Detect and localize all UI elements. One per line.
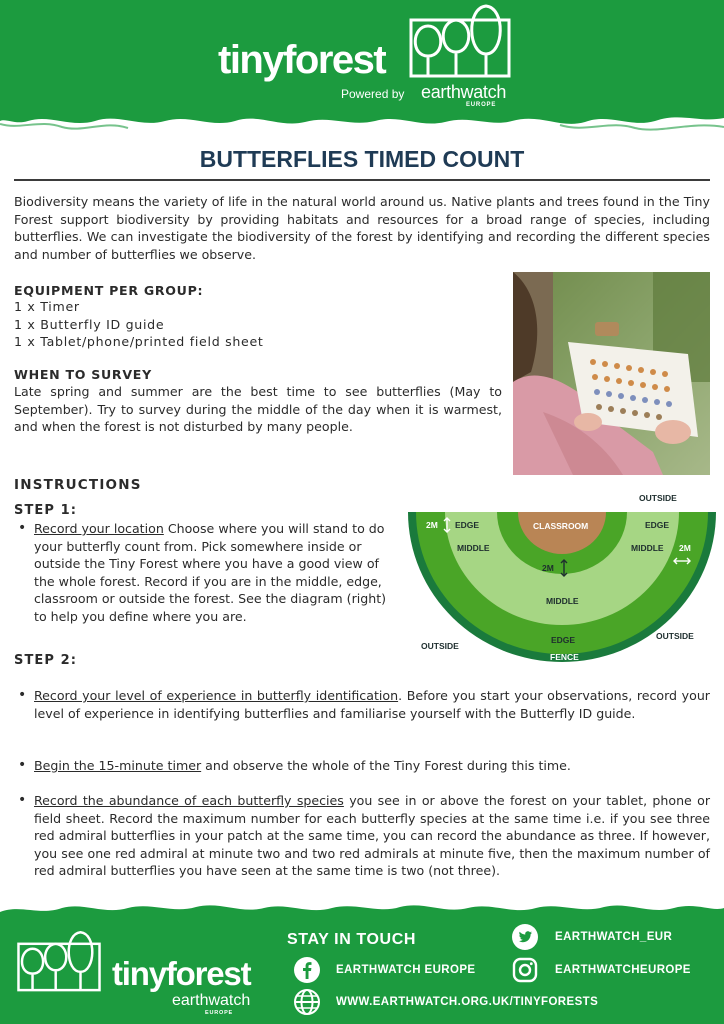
- timer-link: Begin the 15-minute timer: [34, 758, 202, 773]
- globe-icon[interactable]: [293, 988, 321, 1016]
- diagram-label-outside-left: OUTSIDE: [421, 641, 459, 651]
- diagram-label-edge-left: EDGE: [455, 520, 480, 530]
- diagram-label-classroom: CLASSROOM: [533, 521, 589, 531]
- diagram-label-fence: FENCE: [550, 652, 579, 662]
- butterfly-guide-photo: [513, 272, 710, 475]
- experience-text: . Before you start your observations, record your level of experience in identifying butterflies and familiarise yourself with the Butterfly ID guide.: [34, 688, 710, 721]
- step2-bullet-experience: [14, 687, 710, 722]
- diagram-label-outside-top: OUTSIDE: [639, 493, 677, 503]
- intro-paragraph: Biodiversity means the variety of life in the natural world around us. Native plants and trees found in the Tiny Forest support biodiversity by providing habitats and resources for a broad range of species, including butterflies. We can investigate the biodiversity of the forest by identifying and recording the different species and number of butterflies we observe.: [14, 194, 710, 262]
- tree-logo-icon: [408, 4, 512, 80]
- instructions-heading: INSTRUCTIONS: [14, 477, 142, 493]
- timer-text: and observe the whole of the Tiny Forest during this time.: [201, 758, 571, 773]
- diagram-label-middle-right: MIDDLE: [631, 543, 664, 553]
- experience-link: Record your level of experience in butterfly identification: [34, 688, 399, 703]
- footer-earthwatch-region: EUROPE: [205, 1010, 234, 1016]
- record-location-link: Record your location: [34, 521, 164, 536]
- page-header: [0, 0, 724, 140]
- instagram-handle[interactable]: EARTHWATCHEUROPE: [555, 964, 691, 976]
- tree-logo-icon: [16, 930, 102, 994]
- brand-wordmark: tinyforest: [218, 38, 386, 82]
- instagram-icon[interactable]: [511, 956, 539, 984]
- diagram-label-middle-center: MIDDLE: [546, 596, 579, 606]
- footer-brand-wordmark: tinyforest: [112, 955, 251, 992]
- equipment-item: 1 x Tablet/phone/printed field sheet: [14, 334, 264, 349]
- equipment-item: 1 x Butterfly ID guide: [14, 316, 165, 332]
- twitter-icon[interactable]: [511, 923, 539, 951]
- diagram-label-middle-left: MIDDLE: [457, 543, 490, 553]
- page-footer: [0, 900, 724, 1024]
- website-link[interactable]: WWW.EARTHWATCH.ORG.UK/TINYFORESTS: [336, 996, 599, 1008]
- when-to-survey-text: Late spring and summer are the best time to see butterflies (May to September). Try to survey during the middle of the day when it is warmest, and when the forest is not disturbed by many people.: [14, 384, 502, 434]
- diagram-distance-right: 2M: [679, 543, 691, 553]
- facebook-icon[interactable]: [293, 956, 321, 984]
- step2-heading: STEP 2:: [14, 653, 78, 668]
- facebook-handle[interactable]: EARTHWATCH EUROPE: [336, 964, 476, 976]
- forest-zone-diagram: [405, 488, 720, 666]
- abundance-link: Record the abundance of each butterfly species: [34, 793, 344, 808]
- footer-earthwatch-wordmark: earthwatch: [172, 992, 251, 1009]
- earthwatch-wordmark: earthwatch: [421, 82, 507, 102]
- step1-text: Choose where you will stand to do your butterfly count from. Pick somewhere inside or outside the Tiny Forest where you have a good view of the whole forest. Record if you are in the middle, edge, classroom or outside the forest. See the diagram (right) to help you define where you are.: [34, 521, 387, 624]
- equipment-heading: EQUIPMENT PER GROUP:: [14, 283, 204, 298]
- diagram-label-edge-bottom: EDGE: [551, 635, 576, 645]
- abundance-text: you see in or above the forest on your tablet, phone or field sheet. Record the maximum number for each butterfly species at the same time i.e. if you see three red admiral butterflies in your patch at the same time, you can record the abundance as three. If however, you see one red admiral at minute two and two red admirals at minute five, then the maximum number of red admiral butterflies you have seen at the same time is two (not three).: [34, 793, 711, 878]
- page-title: BUTTERFLIES TIMED COUNT: [199, 146, 525, 172]
- equipment-item: 1 x Timer: [14, 299, 80, 314]
- diagram-label-edge-right: EDGE: [645, 520, 670, 530]
- step1-bullet: [14, 520, 388, 625]
- equipment-list: [14, 298, 264, 351]
- step1-heading: STEP 1:: [14, 503, 78, 518]
- stay-in-touch-heading: STAY IN TOUCH: [287, 931, 417, 948]
- title-divider: [14, 179, 710, 181]
- step2-bullet-timer: [14, 757, 710, 775]
- diagram-distance-center: 2M: [542, 563, 554, 573]
- step2-bullet-abundance: [14, 792, 710, 880]
- diagram-distance-left: 2M: [426, 520, 438, 530]
- powered-by-label: Powered by: [341, 87, 405, 101]
- twitter-handle[interactable]: EARTHWATCH_EUR: [555, 931, 673, 943]
- earthwatch-region: EUROPE: [466, 102, 497, 108]
- diagram-label-outside-right: OUTSIDE: [656, 631, 694, 641]
- when-to-survey-heading: WHEN TO SURVEY: [14, 367, 152, 382]
